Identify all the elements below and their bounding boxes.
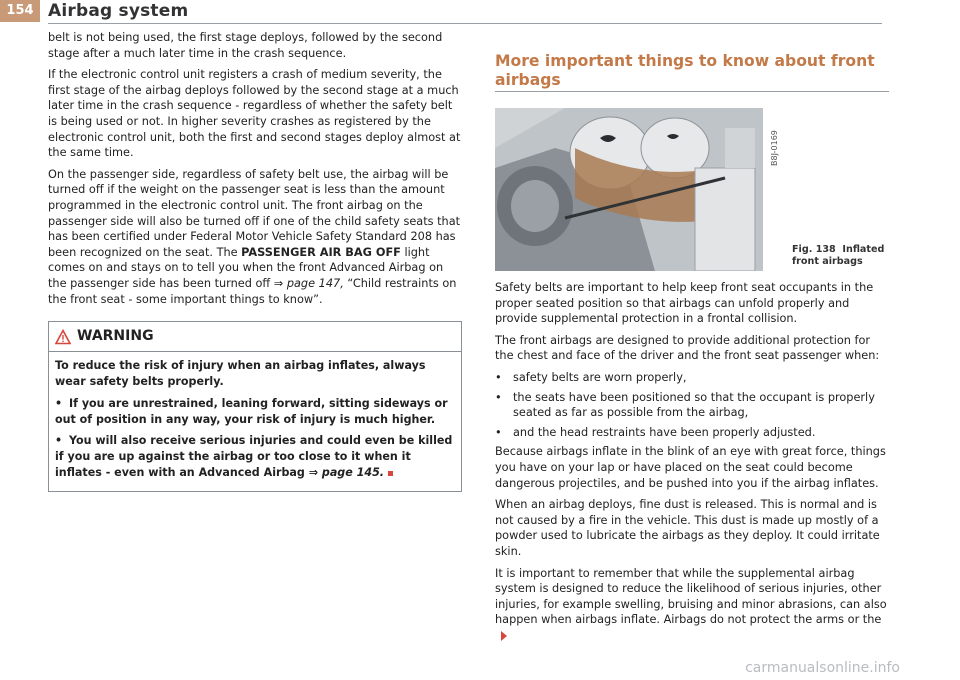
bullet-icon: • [495, 370, 502, 384]
figure-caption [792, 244, 902, 268]
page-reference-link[interactable]: ⇒ page 147, [273, 276, 344, 290]
page-header [0, 0, 960, 24]
list-item: • the seats have been positioned so that the occupant is properly seated as far as possible from the airbag, [495, 390, 875, 420]
left-paragraph-1: belt is not being used, the first stage deploys, followed by the second stage after a much later time in the crash sequence. [48, 31, 443, 60]
right-paragraph-3: Because airbags inflate in the blink of an eye with great force, things you have on your lap or have placed on the seat could become dangerous projectiles, and be pushed into you if the airbag inflates. [495, 445, 886, 490]
warning-line-1: To reduce the risk of injury when an airbag inflates, always wear safety belts properly. [55, 359, 426, 389]
inflated-airbags-illustration [495, 108, 763, 271]
bullet-icon: • [55, 396, 63, 410]
warning-body [49, 352, 461, 490]
header-divider [48, 23, 882, 24]
right-column-body [495, 280, 889, 649]
continue-arrow-icon [501, 631, 507, 641]
bullet-icon: • [495, 425, 502, 439]
p3-text-a: On the passenger side, regardless of safety belt use, the airbag will be turned off if the weight on the passenger seat is less than the amount programmed in the electronic control unit. The front airbag on the passenger side will also be turned off if one of the child safety seats that has been certified under Federal Motor Vehicle Safety Standard 208 has been recognized on the seat. The [48, 167, 461, 259]
passenger-airbag-off-label: PASSENGER AIR BAG OFF [241, 245, 401, 259]
section-title: Airbag system [48, 1, 189, 21]
warning-bullet-1: • If you are unrestrained, leaning forward, sitting sideways or out of position in any way, your risk of injury is much higher. [55, 396, 448, 426]
figure-label: Fig. 138 [792, 244, 836, 255]
list-item: • safety belts are worn properly, [495, 370, 687, 384]
page-number: 154 [0, 0, 40, 22]
right-title-divider [495, 91, 889, 92]
right-paragraph-4: When an airbag deploys, fine dust is released. This is normal and is not caused by a fire in the vehicle. This dust is made up mostly of a powder used to lubricate the airbags as they deploy. It could irritate skin. [495, 498, 880, 558]
left-paragraph-2: If the electronic control unit registers a crash of medium severity, the first stage of the airbag deploys followed by the second stage at a much later time in the crash sequence - regardless of whether the safety belt is being used or not. In higher severity crashes as registered by the electronic control unit, both the first and second stages deploy almost at the same time. [48, 68, 461, 160]
figure-code-label [767, 112, 781, 168]
right-paragraph-5: It is important to remember that while the supplemental airbag system is designed to reduce the likelihood of serious injuries, other injuries, for example swelling, bruising and minor abrasions, can also happen when airbags inflate. Airbags do not protect the arms or the [495, 566, 889, 644]
bullet-icon: • [55, 433, 63, 447]
warning-bullet-2: • You will also receive serious injuries and could even be killed if you are up against the airbag or too close to it when it inflates - even with an Advanced Airbag ⇒ page 145. [55, 433, 453, 480]
p3-text-b: light comes on and stays on to tell you when the front Advanced Airbag on the passenger side has been turned off [48, 245, 444, 290]
right-section-title: More important things to know about front airbags [495, 52, 875, 89]
figure-caption-text: Inflated front airbags [792, 244, 885, 267]
right-paragraph-2: The front airbags are designed to provide additional protection for the chest and face of the driver and the front seat passenger when: [495, 333, 880, 363]
warning-box [48, 321, 462, 491]
right-paragraph-1: Safety belts are important to help keep front seat occupants in the proper seated position so that airbags can unfold properly and provide supplemental protection in a frontal collision. [495, 281, 874, 326]
p3-text-c: “Child restraints on the front seat - some important things to know”. [48, 276, 457, 306]
watermark: carmanualsonline.info [745, 660, 900, 676]
page-reference-link[interactable]: ⇒ page 145. [308, 466, 385, 480]
svg-text:B8J-0169: B8J-0169 [770, 130, 779, 166]
warning-triangle-icon [55, 329, 71, 345]
left-paragraph-3 [48, 167, 462, 307]
warning-title: WARNING [77, 328, 154, 345]
list-item: • and the head restraints have been properly adjusted. [495, 425, 816, 439]
end-of-section-icon [388, 471, 393, 476]
warning-header [49, 322, 461, 352]
bullet-icon: • [495, 390, 502, 404]
airbag-figure [495, 108, 763, 271]
left-column [48, 30, 462, 492]
